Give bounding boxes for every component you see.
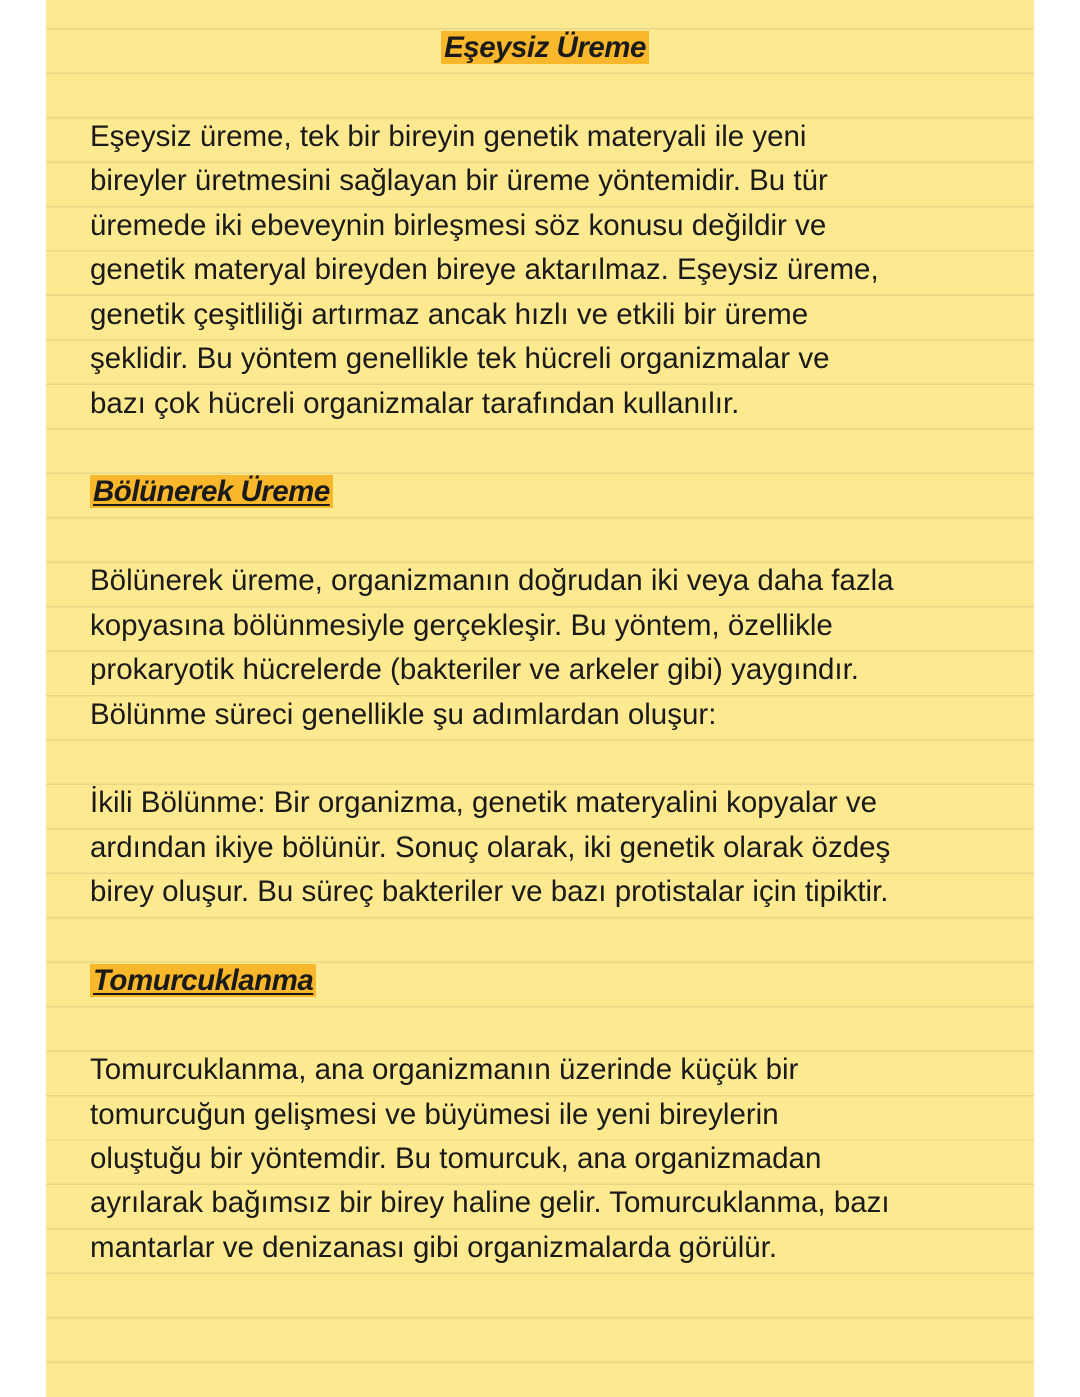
paragraph-line: oluştuğu bir yöntemdir. Bu tomurcuk, ana organizmadan xyxy=(90,1141,822,1175)
notebook-page xyxy=(46,0,1034,1397)
section-heading-tomurcuklanma: Tomurcuklanma xyxy=(90,964,316,997)
spacer xyxy=(90,737,1000,781)
spacer xyxy=(90,1004,1000,1048)
paragraph-line: birey oluşur. Bu süreç bakteriler ve bazı protistalar için tipiktir. xyxy=(90,875,889,909)
title-row xyxy=(90,0,1000,70)
intro-paragraph xyxy=(90,115,1000,426)
section-heading-row xyxy=(90,470,1000,514)
paragraph-line: ayrılarak bağımsız bir birey haline gelir. Tomurcuklanma, bazı xyxy=(90,1186,890,1220)
paragraph-line: tomurcuğun gelişmesi ve büyümesi ile yeni bireylerin xyxy=(90,1097,779,1131)
spacer xyxy=(90,915,1000,959)
intro-line: şeklidir. Bu yöntem genellikle tek hücreli organizmalar ve xyxy=(90,342,830,376)
intro-line: bazı çok hücreli organizmalar tarafından kullanılır. xyxy=(90,386,740,420)
paragraph-line: mantarlar ve denizanası gibi organizmalarda görülür. xyxy=(90,1230,778,1264)
paragraph-line: Bölünme süreci genellikle şu adımlardan oluşur: xyxy=(90,697,717,731)
section-heading-row xyxy=(90,959,1000,1003)
paragraph-line: kopyasına bölünmesiyle gerçekleşir. Bu yöntem, özellikle xyxy=(90,608,833,642)
intro-line: genetik çeşitliliği artırmaz ancak hızlı ve etkili bir üreme xyxy=(90,297,809,331)
section-heading-bolunerek: Bölünerek Üreme xyxy=(90,475,333,508)
intro-line: Eşeysiz üreme, tek bir bireyin genetik materyali ile yeni xyxy=(90,119,807,153)
spacer xyxy=(90,70,1000,114)
intro-line: genetik materyal bireyden bireye aktarılmaz. Eşeysiz üreme, xyxy=(90,253,879,287)
paragraph-line: Tomurcuklanma, ana organizmanın üzerinde küçük bir xyxy=(90,1053,799,1087)
intro-line: bireyler üretmesini sağlayan bir üreme yöntemidir. Bu tür xyxy=(90,164,828,198)
paragraph-line: prokaryotik hücrelerde (bakteriler ve arkeler gibi) yaygındır. xyxy=(90,653,859,687)
paragraph-line: ardından ikiye bölünür. Sonuç olarak, iki genetik olarak özdeş xyxy=(90,830,891,864)
paragraph-line: İkili Bölünme: Bir organizma, genetik materyalini kopyalar ve xyxy=(90,786,878,820)
bolunerek-paragraph xyxy=(90,559,1000,737)
page-title: Eşeysiz Üreme xyxy=(441,31,649,64)
intro-line: üremede iki ebeveynin birleşmesi söz konusu değildir ve xyxy=(90,208,827,242)
spacer xyxy=(90,515,1000,559)
tomurcuklanma-paragraph xyxy=(90,1048,1000,1270)
paragraph-line: Bölünerek üreme, organizmanın doğrudan iki veya daha fazla xyxy=(90,564,894,598)
note-content xyxy=(90,0,1000,1270)
ikili-bolunme-paragraph xyxy=(90,781,1000,914)
spacer xyxy=(90,426,1000,470)
